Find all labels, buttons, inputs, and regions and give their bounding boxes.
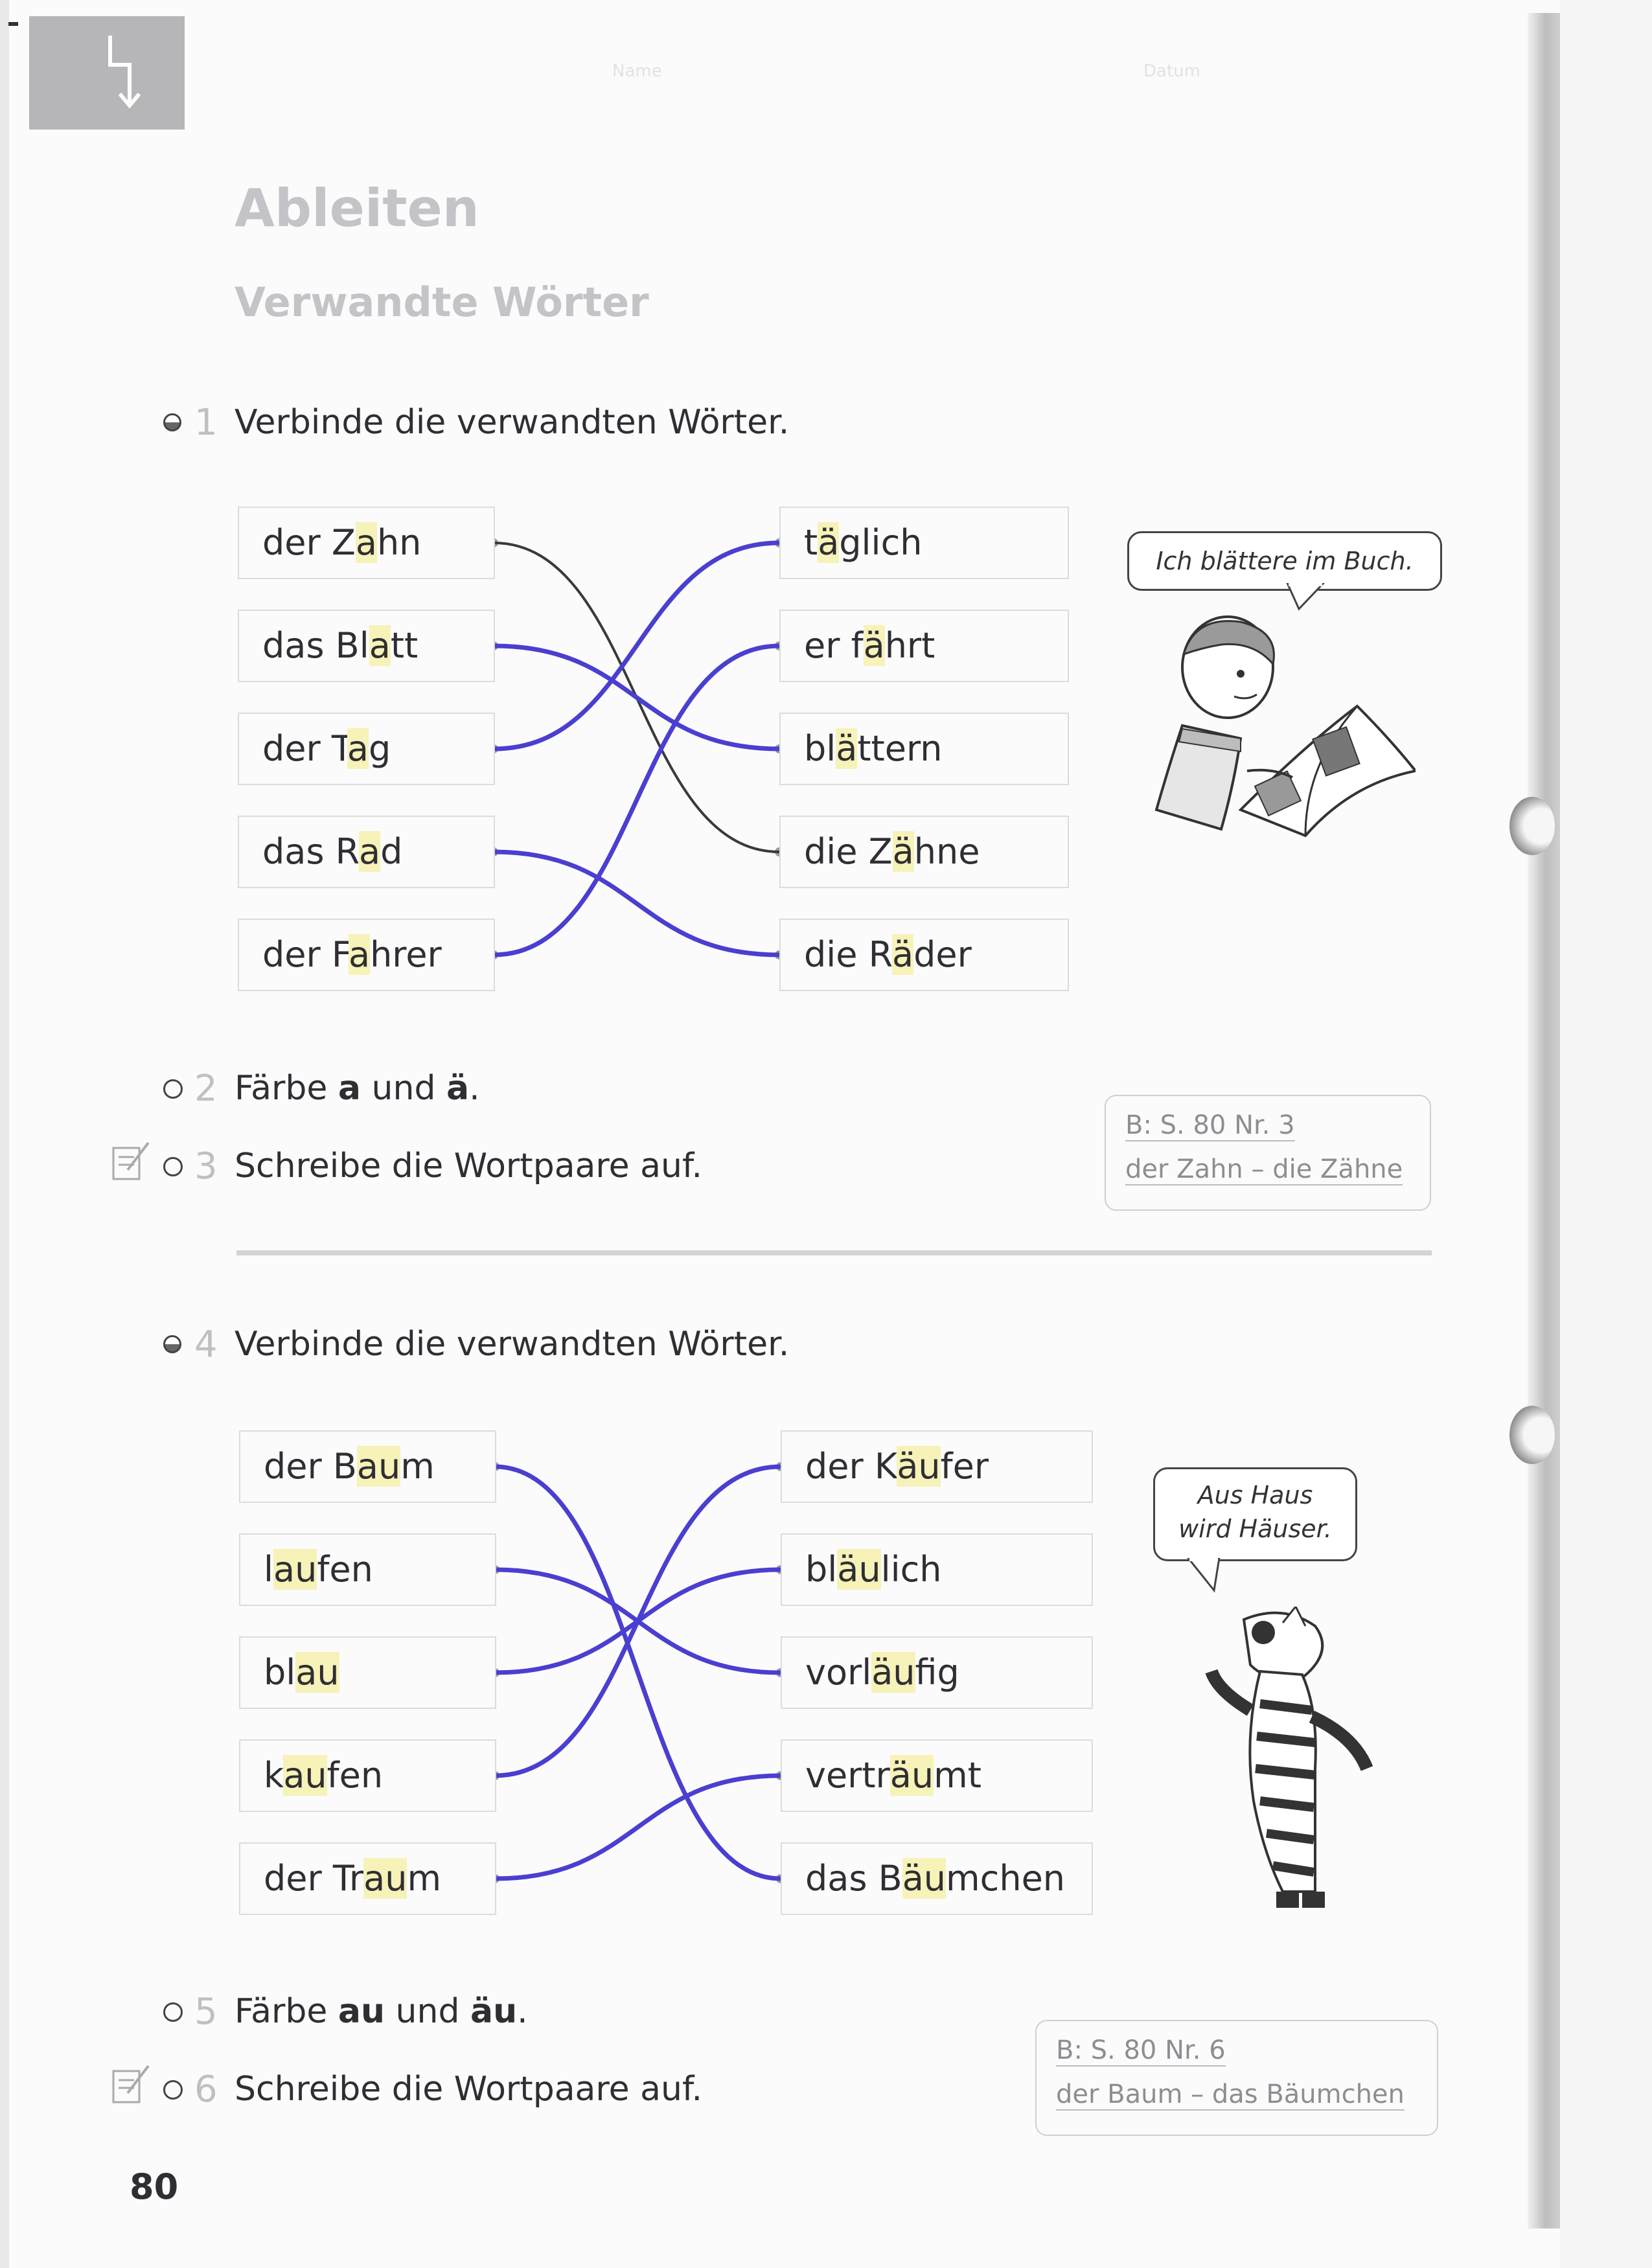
word-text: tt xyxy=(390,625,419,666)
hint-example: der Baum – das Bäumchen xyxy=(1056,2079,1405,2109)
connection-line xyxy=(494,852,779,955)
word-text: der Tr xyxy=(264,1858,364,1899)
difficulty-easy-icon xyxy=(163,1079,183,1099)
instruction-text: Verbinde die verwandten Wörter. xyxy=(235,1325,790,1364)
word-text: bl xyxy=(805,1549,838,1590)
exercise-6-instruction xyxy=(194,2068,703,2111)
vowel-highlight: äu xyxy=(897,1446,941,1487)
connection-line xyxy=(495,1570,781,1673)
word-text: hrer xyxy=(370,934,442,975)
hint-example: der Zahn – die Zähne xyxy=(1125,1154,1403,1184)
exercise1-left-word-5[interactable] xyxy=(238,919,495,991)
exercise4-left-word-3[interactable] xyxy=(239,1636,496,1709)
word-text: fig xyxy=(915,1652,959,1693)
word-text: vorl xyxy=(805,1652,872,1693)
vowel-highlight: ä xyxy=(892,831,914,872)
word-text: l xyxy=(264,1549,274,1590)
speech-bubble-text: Aus Haus xyxy=(1197,1481,1313,1509)
exercise1-left-word-1[interactable] xyxy=(238,507,495,579)
vowel-highlight: ä xyxy=(892,934,914,975)
word-text: t xyxy=(804,522,818,563)
exercise-number: 5 xyxy=(194,1991,218,2033)
exercise4-left-word-2[interactable] xyxy=(239,1533,496,1606)
exercise4-right-word-4[interactable] xyxy=(781,1739,1093,1812)
difficulty-half-icon xyxy=(163,1335,181,1353)
word-text: das R xyxy=(262,831,360,872)
exercise1-right-word-1[interactable] xyxy=(779,507,1069,579)
instruction-text: Schreibe die Wortpaare auf. xyxy=(235,1147,703,1186)
word-text: g xyxy=(369,728,391,769)
exercise4-left-word-4[interactable] xyxy=(239,1739,496,1812)
page-right-shadow xyxy=(1528,13,1560,2228)
word-text: der T xyxy=(262,728,347,769)
word-text: die Z xyxy=(804,831,893,872)
exercise-1-instruction xyxy=(194,402,790,444)
exercise-4-instruction xyxy=(194,1323,790,1366)
hint-reference: B: S. 80 Nr. 3 xyxy=(1125,1110,1295,1140)
page-number: 80 xyxy=(130,2166,179,2207)
vowel-highlight: a xyxy=(355,522,377,563)
example-hint-box-1 xyxy=(1105,1095,1431,1211)
page-subtitle: Verwandte Wörter xyxy=(235,279,649,326)
vowel-highlight: a xyxy=(348,934,371,975)
vowel-highlight: äu xyxy=(837,1549,881,1590)
speech-bubble-text: Ich blättere im Buch. xyxy=(1156,547,1414,575)
difficulty-easy-icon xyxy=(163,2080,183,2100)
exercise-number: 3 xyxy=(194,1145,218,1187)
speech-bubble-tail xyxy=(1186,1558,1224,1594)
exercise-number: 6 xyxy=(194,2068,218,2111)
exercise1-left-word-3[interactable] xyxy=(238,713,495,785)
word-text: fer xyxy=(940,1446,989,1487)
word-text: die R xyxy=(804,934,893,975)
word-text: mchen xyxy=(946,1858,1066,1899)
vowel-highlight: au xyxy=(356,1446,401,1487)
vowel-highlight: äu xyxy=(871,1652,915,1693)
connection-line xyxy=(495,1570,781,1673)
example-hint-box-2 xyxy=(1035,2020,1438,2136)
exercise4-right-word-1[interactable] xyxy=(781,1430,1093,1503)
word-text: der F xyxy=(262,934,349,975)
page-right-margin xyxy=(1560,0,1652,2268)
zebra-illustration xyxy=(1205,1607,1386,1924)
connection-line xyxy=(495,1467,781,1879)
instruction-text: Verbinde die verwandten Wörter. xyxy=(235,403,790,442)
word-text: lich xyxy=(880,1549,942,1590)
exercise-number: 4 xyxy=(194,1323,218,1366)
hint-reference: B: S. 80 Nr. 6 xyxy=(1056,2035,1226,2065)
difficulty-easy-icon xyxy=(163,2002,183,2022)
word-text: m xyxy=(400,1446,435,1487)
exercise4-right-word-5[interactable] xyxy=(781,1842,1093,1915)
vowel-highlight: ä xyxy=(836,728,858,769)
vowel-highlight: a xyxy=(359,831,381,872)
connection-line xyxy=(494,646,779,955)
notebook-pencil-icon xyxy=(108,2062,154,2107)
exercise1-left-word-4[interactable] xyxy=(238,816,495,888)
name-label: Name xyxy=(612,62,662,81)
word-text: bl xyxy=(804,728,836,769)
vowel-highlight: au xyxy=(273,1549,317,1590)
exercise1-right-word-2[interactable] xyxy=(779,610,1069,682)
difficulty-half-icon xyxy=(163,413,181,431)
vowel-highlight: ä xyxy=(818,522,840,563)
exercise1-right-word-3[interactable] xyxy=(779,713,1069,785)
word-text: hne xyxy=(913,831,980,872)
page-left-edge xyxy=(0,0,9,2268)
word-text: hn xyxy=(376,522,422,563)
exercise-5-instruction: 5 Färbe au und äu. xyxy=(235,1992,528,2031)
notebook-pencil-icon xyxy=(108,1139,154,1184)
word-text: der xyxy=(913,934,972,975)
chapter-tab xyxy=(29,16,185,130)
word-text: ttern xyxy=(857,728,943,769)
vowel-highlight: au xyxy=(363,1858,407,1899)
speech-bubble-1 xyxy=(1127,531,1442,591)
word-text: fen xyxy=(327,1755,384,1796)
word-text: das B xyxy=(805,1858,902,1899)
word-text: der Z xyxy=(262,522,356,563)
word-text: m xyxy=(407,1858,442,1899)
word-text: mt xyxy=(934,1755,981,1796)
word-text: d xyxy=(380,831,403,872)
page-title: Ableiten xyxy=(235,178,479,238)
connection-line xyxy=(495,1467,781,1776)
exercise-2-instruction: 2 Färbe a und ä. xyxy=(235,1069,480,1108)
difficulty-easy-icon xyxy=(163,1157,183,1176)
speech-bubble-text: wird Häuser. xyxy=(1178,1515,1332,1543)
exercise4-right-word-2[interactable] xyxy=(781,1533,1093,1606)
vowel-highlight: a xyxy=(369,625,391,666)
exercise4-right-word-3[interactable] xyxy=(781,1636,1093,1709)
connection-line xyxy=(494,646,779,749)
connection-line xyxy=(495,1776,781,1879)
word-text: fen xyxy=(317,1549,373,1590)
boy-reading-illustration xyxy=(1143,615,1416,862)
vowel-highlight: au xyxy=(295,1652,339,1693)
connection-line xyxy=(494,543,779,852)
exercise-3-instruction xyxy=(194,1145,703,1187)
word-text: glich xyxy=(839,522,923,563)
punch-hole-top xyxy=(1509,797,1555,855)
exercise-number: 1 xyxy=(194,402,218,444)
word-text: der B xyxy=(264,1446,357,1487)
word-text: vertr xyxy=(805,1755,890,1796)
exercise1-right-word-5[interactable] xyxy=(779,919,1069,991)
exercise4-left-word-5[interactable] xyxy=(239,1842,496,1915)
exercise1-left-word-2[interactable] xyxy=(238,610,495,682)
punch-hole-bottom xyxy=(1509,1406,1555,1464)
vowel-highlight: a xyxy=(347,728,369,769)
vowel-highlight: äu xyxy=(902,1858,946,1899)
word-text: der K xyxy=(805,1446,897,1487)
exercise4-left-word-1[interactable] xyxy=(239,1430,496,1503)
vowel-highlight: au xyxy=(283,1755,327,1796)
speech-bubble-2 xyxy=(1153,1467,1357,1561)
section-divider xyxy=(236,1250,1432,1255)
word-text: hrt xyxy=(884,625,935,666)
instruction-text: Schreibe die Wortpaare auf. xyxy=(235,2070,703,2109)
word-text: das Bl xyxy=(262,625,369,666)
word-text: k xyxy=(264,1755,284,1796)
word-text: er f xyxy=(804,625,864,666)
speech-bubble-tail xyxy=(1286,583,1325,612)
vowel-highlight: ä xyxy=(863,625,885,666)
corner-mark xyxy=(8,22,18,26)
exercise1-right-word-4[interactable] xyxy=(779,816,1069,888)
vowel-highlight: äu xyxy=(889,1755,934,1796)
word-text: bl xyxy=(264,1652,296,1693)
date-label: Datum xyxy=(1143,62,1200,81)
connection-line xyxy=(494,543,779,749)
exercise-number: 2 xyxy=(194,1068,218,1110)
lightning-arrow-icon xyxy=(91,29,149,113)
